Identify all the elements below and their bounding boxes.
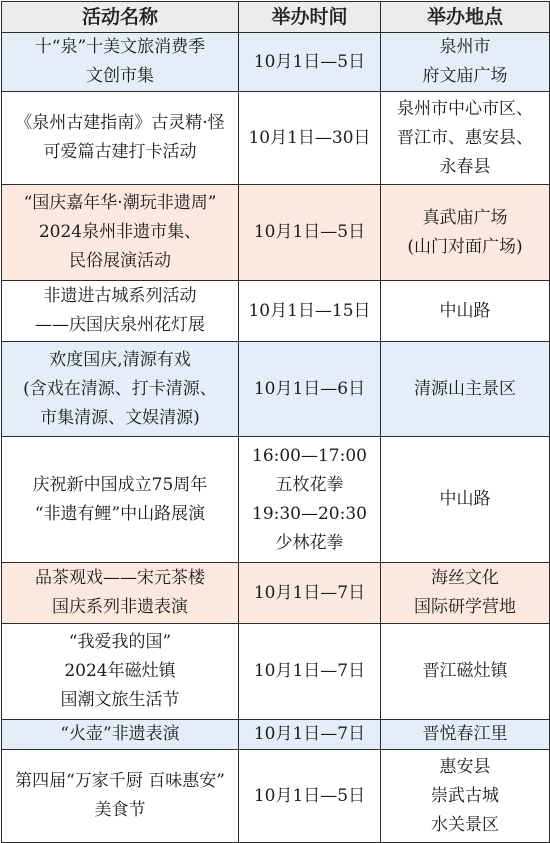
table-row [2,563,550,624]
name-line: 文创市集 [86,66,154,86]
table-row [2,750,550,843]
event-time-cell [239,624,381,720]
event-time-cell [239,563,381,624]
table-row [2,720,550,750]
event-location-cell [381,624,550,720]
table-row [2,185,550,281]
place-line: 晋江磁灶镇 [422,661,508,681]
event-name-cell [2,720,239,750]
event-location-cell [381,750,550,843]
event-name-cell [2,281,239,342]
event-name-cell [2,437,239,563]
place-line: 清源山主景区 [414,378,516,399]
name-line: 第四届“万家千厨 百味惠安” [15,771,225,791]
time-line: 10月1日—15日 [248,300,371,321]
table-row [2,437,550,563]
event-location-cell [381,720,550,750]
place-line: 府文庙广场 [422,66,508,86]
place-line: 永春县 [439,156,491,177]
time-line: 10月1日—7日 [253,582,366,603]
name-line: 2024年磁灶镇 [64,661,176,681]
name-line: 民俗展演活动 [69,251,171,271]
event-name-cell [2,750,239,843]
event-time-cell [239,185,381,281]
event-time-cell [239,750,381,843]
table-body [2,33,550,843]
time-line: 五枚花拳 [275,474,344,495]
time-line: 少林花拳 [275,532,344,553]
name-line: 美食节 [94,800,146,820]
place-line: 水关景区 [431,814,499,835]
name-line: 品茶观戏——宋元茶楼 [35,568,205,588]
place-line: 海丝文化 [431,568,499,588]
table-row [2,33,550,92]
time-line: 16:00—17:00 [252,445,367,466]
table-row [2,624,550,720]
event-name-cell [2,33,239,92]
time-line: 10月1日—7日 [253,661,366,681]
event-name-cell [2,563,239,624]
event-time-cell [239,281,381,342]
place-line: (山门对面广场) [407,236,523,257]
event-location-cell [381,92,550,185]
header-event-name: 活动名称 [2,2,239,33]
event-name-cell [2,92,239,185]
time-line: 10月1日—30日 [248,127,371,148]
name-line: 《泉州古建指南》古灵精·怪 [15,113,225,133]
name-line: 欢度国庆,清源有戏 [49,349,191,370]
event-name-cell [2,342,239,437]
event-location-cell [381,563,550,624]
event-time-cell [239,342,381,437]
name-line: 国庆系列非遗表演 [52,597,188,617]
name-line: “我爱我的国” [68,632,172,652]
name-line: 2024泉州非遗市集、 [38,222,202,242]
place-line: 崇武古城 [431,785,499,806]
event-location-cell [381,437,550,563]
name-line: “国庆嘉年华·潮玩非遗周” [23,193,217,213]
event-time-cell [239,720,381,750]
event-time-cell [239,33,381,92]
place-line: 泉州市 [439,37,491,57]
name-line: ——庆国庆泉州花灯展 [35,315,205,335]
place-line: 晋江市、惠安县、 [397,127,533,148]
place-line: 国际研学营地 [414,597,516,617]
name-line: 市集清源、文娱清源) [40,407,200,428]
time-line: 10月1日—5日 [253,222,366,242]
name-line: 十“泉”十美文旅消费季 [34,37,206,57]
table-row [2,281,550,342]
place-line: 泉州市中心市区、 [397,98,533,119]
header-event-location: 举办地点 [381,2,550,33]
name-line: “非遗有鲤”中山路展演 [34,503,206,524]
table-row [2,92,550,185]
header-event-time: 举办时间 [239,2,381,33]
place-line: 中山路 [439,489,491,509]
place-line: 晋悦春江里 [422,724,508,744]
event-location-cell [381,33,550,92]
event-name-cell [2,624,239,720]
name-line: 庆祝新中国成立75周年 [32,474,208,495]
time-line: 10月1日—5日 [253,51,366,72]
name-line: 非遗进古城系列活动 [43,286,197,306]
time-line: 19:30—20:30 [252,503,367,524]
event-time-cell [239,437,381,563]
name-line: 国潮文旅生活节 [60,690,180,710]
place-line: 惠安县 [439,756,491,777]
table-header-row [2,2,550,33]
time-line: 10月1日—6日 [253,378,366,399]
event-schedule-table [1,1,550,843]
event-name-cell [2,185,239,281]
event-time-cell [239,92,381,185]
event-location-cell [381,342,550,437]
place-line: 真武庙广场 [422,207,508,228]
name-line: “火壶”非遗表演 [60,724,180,744]
name-line: 可爱篇古建打卡活动 [43,142,197,162]
table-row [2,342,550,437]
name-line: (含戏在清源、打卡清源、 [23,378,217,399]
place-line: 中山路 [439,300,491,321]
time-line: 10月1日—5日 [253,785,366,806]
event-location-cell [381,185,550,281]
time-line: 10月1日—7日 [253,724,366,744]
event-location-cell [381,281,550,342]
